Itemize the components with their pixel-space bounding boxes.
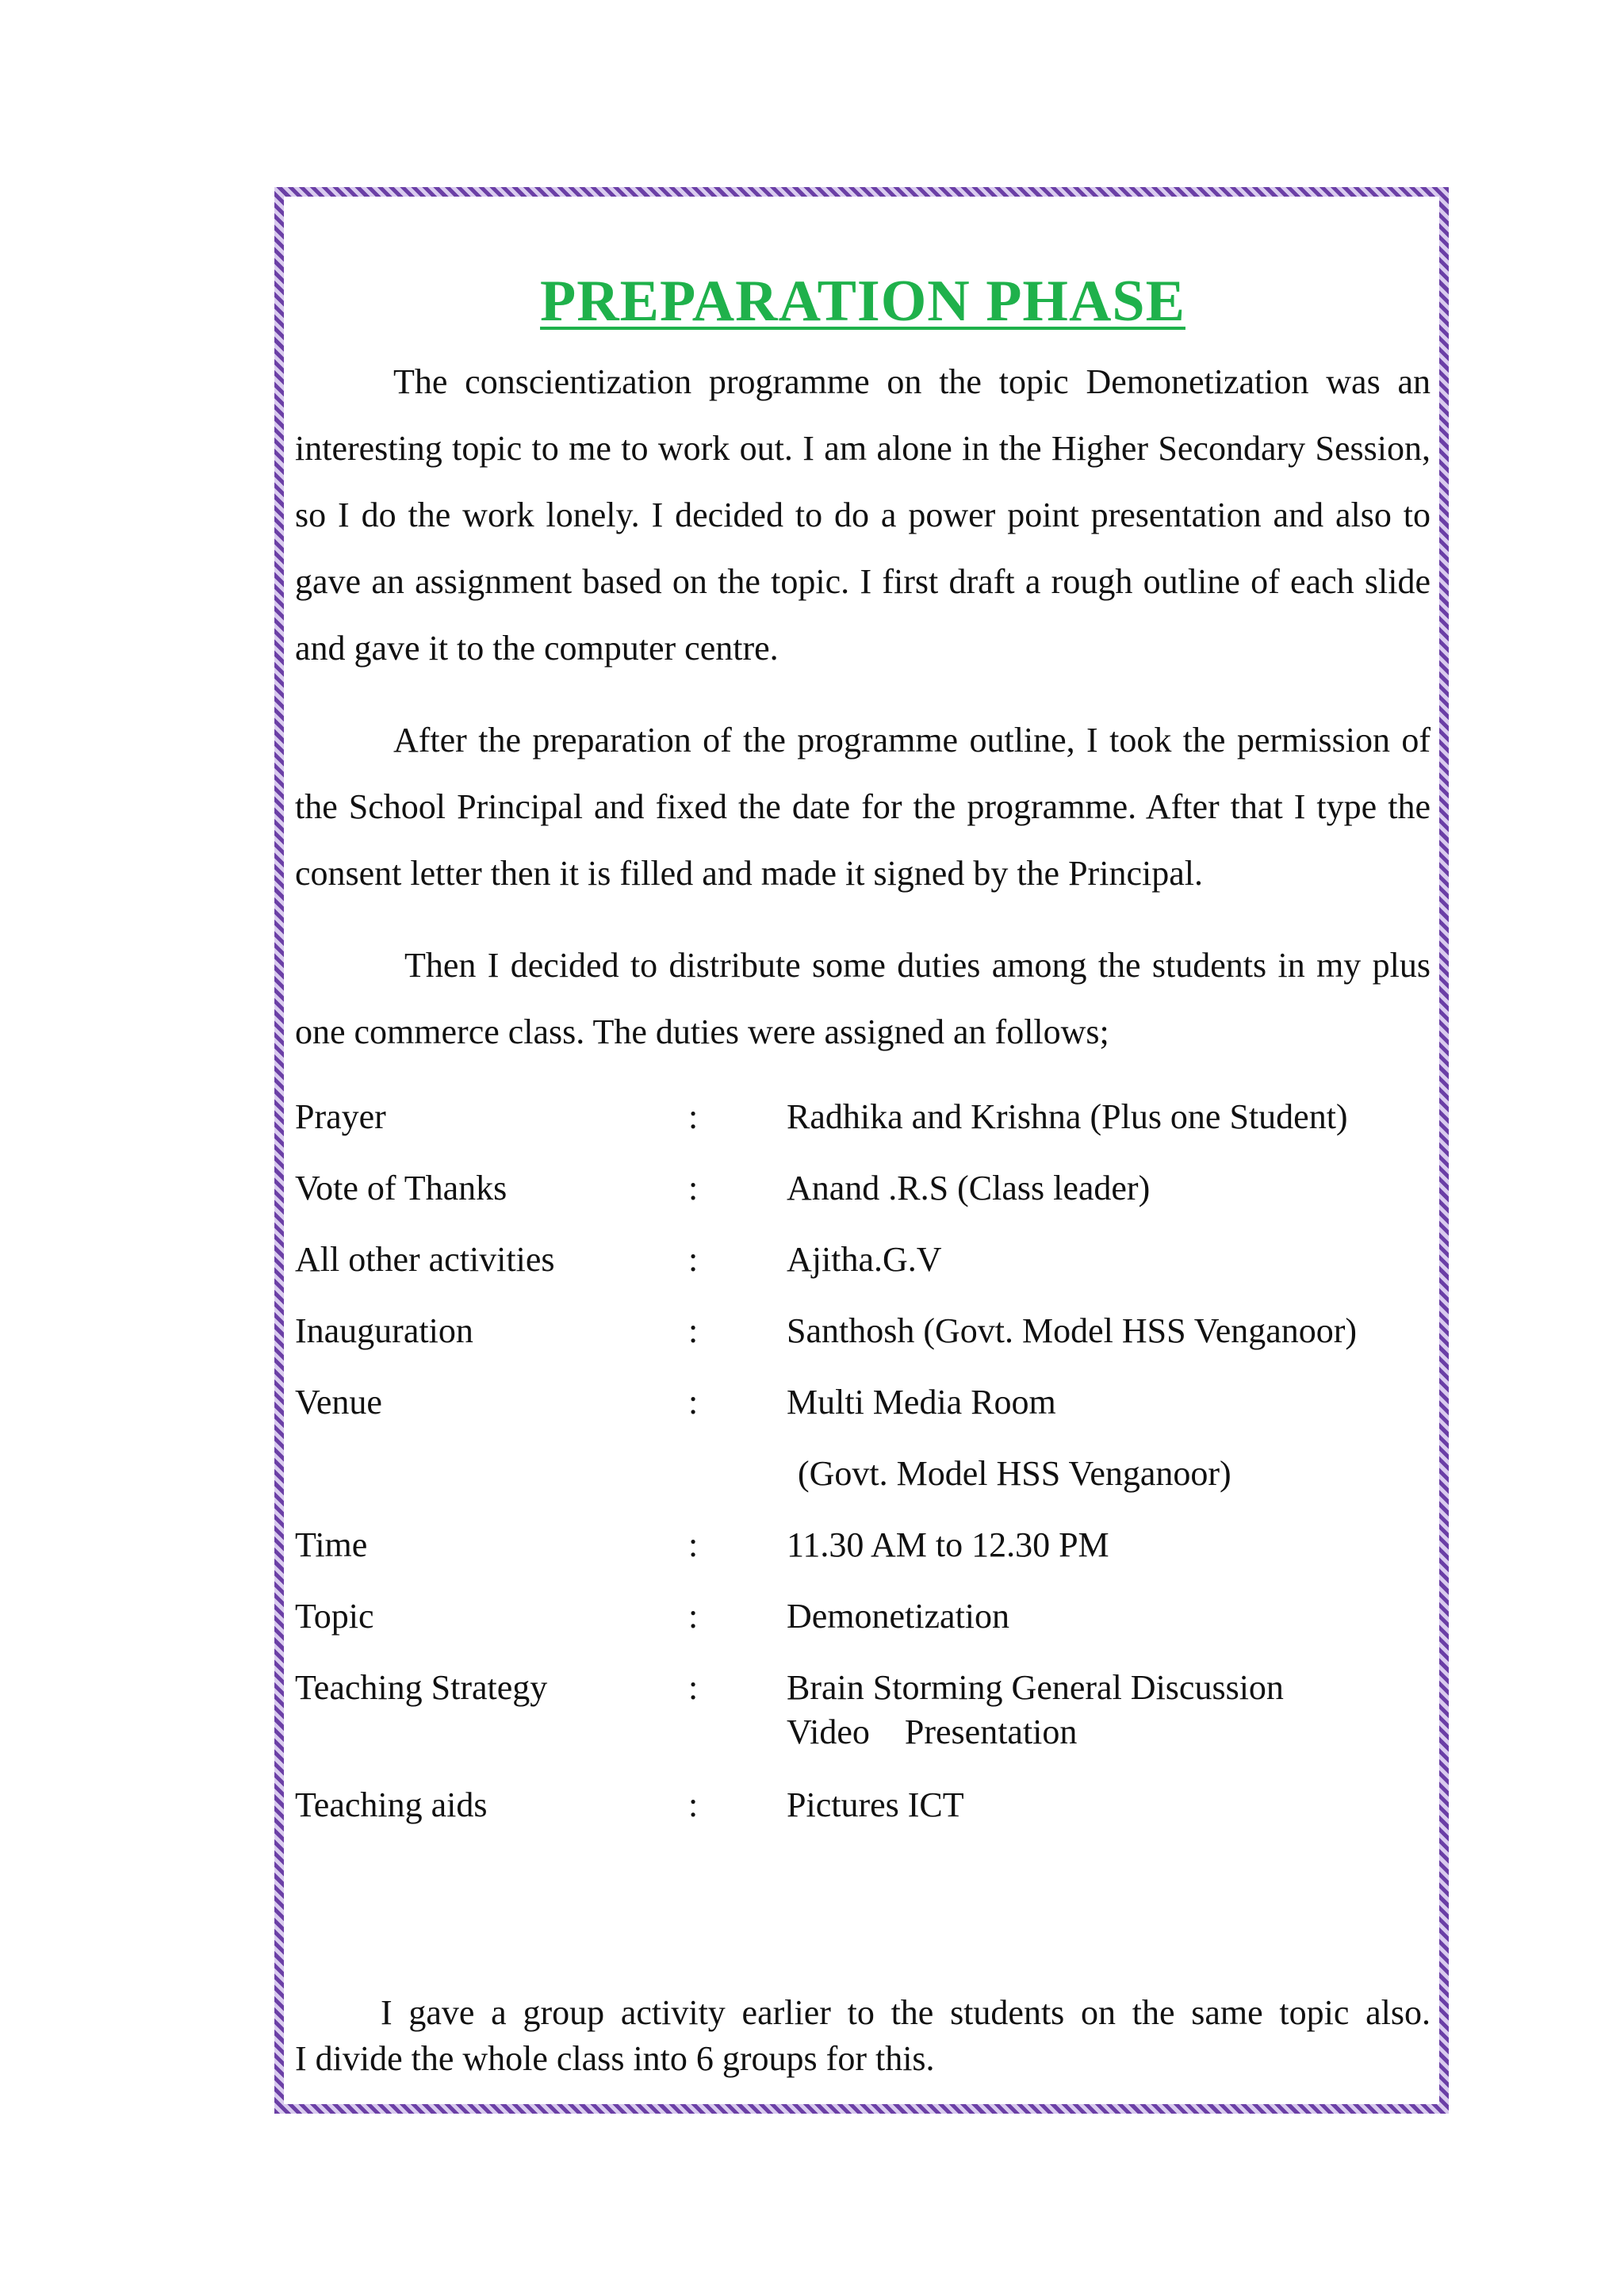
page-title-text: PREPARATION PHASE (540, 269, 1185, 334)
paragraph-2: After the preparation of the programme outline, I took the permission of the School Principal and fixed the date for the programme. After that I type the consent letter then it is filled and made it signed by the Principal. (295, 721, 1431, 893)
duty-value: Santhosh (Govt. Model HSS Venganoor) (787, 1311, 1358, 1350)
document-body (295, 198, 1431, 1850)
duty-row-time (295, 1519, 1431, 1590)
duty-label: Teaching Strategy (295, 1668, 548, 1707)
duty-label: Time (295, 1525, 368, 1564)
duties-list (295, 1091, 1431, 1850)
duty-colon: : (688, 1311, 699, 1350)
duty-value: Radhika and Krishna (Plus one Student) (787, 1097, 1348, 1136)
duty-colon: : (688, 1597, 699, 1636)
duty-label: Venue (295, 1383, 382, 1422)
page-title (295, 268, 1431, 335)
duty-colon: : (688, 1240, 699, 1279)
duty-label: All other activities (295, 1240, 555, 1279)
duty-colon: : (688, 1383, 699, 1422)
duty-row-venue (295, 1376, 1431, 1448)
closing-paragraph (295, 1990, 1431, 2082)
duty-row-teaching-strategy (295, 1662, 1431, 1779)
duty-label: Topic (295, 1597, 374, 1636)
closing-line-1: I gave a group activity earlier to the students on the same topic also. (381, 1993, 1431, 2032)
duty-value: Ajitha.G.V (787, 1240, 942, 1279)
duty-colon: : (688, 1785, 699, 1824)
duty-label: Inauguration (295, 1311, 473, 1350)
duty-colon: : (688, 1525, 699, 1564)
duty-row-other-activities (295, 1234, 1431, 1305)
duty-label: Vote of Thanks (295, 1169, 508, 1207)
duty-colon: : (688, 1097, 699, 1136)
duty-row-inauguration (295, 1305, 1431, 1376)
duty-value: Anand .R.S (Class leader) (787, 1169, 1151, 1207)
duty-value-line-1: Brain Storming General Discussion (787, 1668, 1284, 1707)
duty-value-line-2: Video Presentation (787, 1712, 1078, 1751)
duty-colon: : (688, 1668, 699, 1707)
duty-row-topic (295, 1590, 1431, 1662)
duty-row-venue-continued (295, 1448, 1431, 1519)
duty-value: 11.30 AM to 12.30 PM (787, 1525, 1109, 1564)
duty-value: Demonetization (787, 1597, 1010, 1636)
duty-row-teaching-aids (295, 1779, 1431, 1850)
duty-row-prayer (295, 1091, 1431, 1162)
duty-label: Teaching aids (295, 1785, 488, 1824)
duty-row-vote-of-thanks (295, 1162, 1431, 1234)
duty-value: Pictures ICT (787, 1785, 964, 1824)
duty-label: Prayer (295, 1097, 386, 1136)
paragraph-3: Then I decided to distribute some duties among the students in my plus one commerce class. The duties were assigned an follows; (295, 946, 1431, 1051)
duty-value (787, 1662, 1431, 1755)
duty-value: Multi Media Room (787, 1383, 1056, 1422)
duty-colon: : (688, 1169, 699, 1207)
closing-line-2: I divide the whole class into 6 groups for this. (295, 2039, 935, 2078)
duty-value: (Govt. Model HSS Venganoor) (798, 1454, 1231, 1493)
paragraph-1: The conscientization programme on the topic Demonetization was an interesting topic to me to work out. I am alone in the Higher Secondary Session, so I do the work lonely. I decided to do a power point presentation and also to gave an assignment based on the topic. I first draft a rough outline of each slide and gave it to the computer centre. (295, 362, 1431, 668)
